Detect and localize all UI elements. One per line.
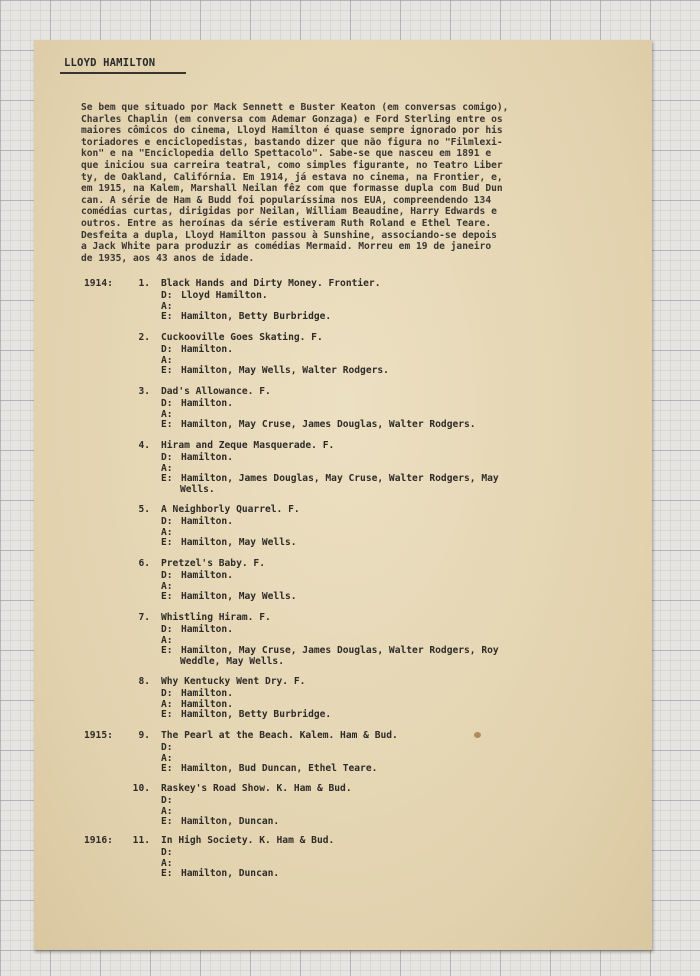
credit-key: A: bbox=[161, 634, 173, 646]
document-title: LLOYD HAMILTON bbox=[64, 57, 156, 69]
credit-key: E: bbox=[161, 709, 173, 721]
credit-key: A: bbox=[161, 752, 173, 764]
intro-line: a Jack White para produzir as comédias Mermaid. Morreu em 19 de janeiro bbox=[81, 241, 492, 253]
credit-line bbox=[161, 365, 389, 376]
film-title: A Neighborly Quarrel. F. bbox=[161, 504, 300, 515]
credit-value: Hamilton. bbox=[181, 624, 233, 635]
entry-number: 9. bbox=[138, 730, 150, 741]
intro-line: maiores cômicos do cinema, Lloyd Hamilton é quase sempre ignorado por his bbox=[81, 125, 503, 137]
credit-key: D: bbox=[161, 290, 173, 301]
credit-key: A: bbox=[161, 300, 173, 312]
intro-line: Charles Chaplin (em conversa com Ademar Gonzaga) e Ford Sterling entre os bbox=[81, 113, 503, 125]
credit-line bbox=[161, 699, 233, 710]
credit-key: D: bbox=[161, 624, 173, 635]
entry-number: 11. bbox=[132, 835, 150, 846]
credit-key: D: bbox=[161, 847, 173, 858]
credit-value: Hamilton, May Wells. bbox=[181, 537, 297, 549]
credit-value: Hamilton. bbox=[181, 688, 233, 699]
credit-line bbox=[161, 635, 181, 646]
credit-value: Hamilton, Betty Burbridge. bbox=[181, 311, 332, 323]
intro-line: de 1935, aos 43 anos de idade. bbox=[81, 252, 255, 264]
film-title: Pretzel's Baby. F. bbox=[161, 558, 265, 569]
credit-value: Lloyd Hamilton. bbox=[181, 290, 268, 301]
film-title: In High Society. K. Ham & Bud. bbox=[161, 835, 335, 846]
credit-line bbox=[161, 570, 233, 581]
credit-line bbox=[161, 709, 331, 720]
intro-line: Se bem que situado por Mack Sennett e Buster Keaton (em conversas comigo), bbox=[81, 102, 509, 113]
credit-key: D: bbox=[161, 398, 173, 409]
film-title: Hiram and Zeque Masquerade. F. bbox=[161, 440, 335, 451]
entry-number: 1. bbox=[138, 278, 150, 289]
credit-key: E: bbox=[161, 645, 173, 657]
credit-line bbox=[161, 795, 181, 806]
credit-key: E: bbox=[161, 311, 173, 323]
credit-line bbox=[161, 847, 181, 858]
ink-stain bbox=[474, 732, 481, 738]
credit-line bbox=[161, 301, 181, 312]
credit-line bbox=[161, 753, 181, 764]
credit-key: E: bbox=[161, 473, 173, 485]
credit-key: D: bbox=[161, 452, 173, 463]
credit-key: D: bbox=[161, 742, 173, 753]
credit-line bbox=[161, 763, 377, 774]
credit-line bbox=[161, 806, 181, 817]
credit-key: E: bbox=[161, 868, 173, 880]
credit-value: Hamilton, Duncan. bbox=[181, 868, 280, 880]
film-title: Black Hands and Dirty Money. Frontier. bbox=[161, 278, 381, 289]
credit-line bbox=[161, 463, 181, 474]
intro-line: comédias curtas, dirigidas por Neilan, William Beaudine, Harry Edwards e bbox=[81, 206, 497, 218]
title-underline bbox=[60, 72, 186, 74]
credit-line bbox=[161, 311, 331, 322]
credit-line bbox=[180, 484, 215, 495]
credit-line bbox=[161, 355, 181, 366]
credit-key: E: bbox=[161, 763, 173, 775]
entry-number: 7. bbox=[138, 612, 150, 623]
film-title: The Pearl at the Beach. Kalem. Ham & Bud. bbox=[161, 730, 398, 741]
credit-line bbox=[161, 419, 476, 430]
credit-line bbox=[161, 624, 233, 635]
intro-paragraph bbox=[81, 102, 641, 264]
credit-value: Hamilton, Duncan. bbox=[181, 816, 280, 828]
entry-number: 6. bbox=[138, 558, 150, 569]
intro-line: kon" e na "Enciclopedia dello Spettacolo". Sabe-se que nasceu em 1891 e bbox=[81, 148, 492, 160]
credit-key: D: bbox=[161, 344, 173, 355]
entry-number: 4. bbox=[138, 440, 150, 451]
credit-line bbox=[161, 398, 233, 409]
credit-key: D: bbox=[161, 795, 173, 806]
credit-value: Hamilton. bbox=[181, 344, 233, 355]
credit-value: Hamilton, Betty Burbridge. bbox=[181, 709, 332, 721]
credit-value: Hamilton. bbox=[181, 452, 233, 463]
credit-value: Weddle, May Wells. bbox=[180, 655, 284, 667]
typed-document-sheet bbox=[34, 40, 652, 950]
year-label: 1916: bbox=[84, 835, 113, 846]
credit-value: Hamilton, James Douglas, May Cruse, Walter Rodgers, May bbox=[181, 473, 499, 485]
credit-key: A: bbox=[161, 354, 173, 366]
credit-key: E: bbox=[161, 537, 173, 549]
credit-line bbox=[161, 688, 233, 699]
intro-line: Desfeita a dupla, Lloyd Hamilton passou à Sunshine, associando-se depois bbox=[81, 229, 497, 241]
credit-key: A: bbox=[161, 526, 173, 538]
credit-line bbox=[161, 537, 297, 548]
credit-key: E: bbox=[161, 816, 173, 828]
film-title: Whistling Hiram. F. bbox=[161, 612, 271, 623]
credit-line bbox=[161, 409, 181, 420]
film-title: Dad's Allowance. F. bbox=[161, 386, 271, 397]
credit-value: Hamilton, Bud Duncan, Ethel Teare. bbox=[181, 763, 378, 775]
credit-key: D: bbox=[161, 570, 173, 581]
intro-line: outros. Entre as heroínas da série estiveram Ruth Roland e Ethel Teare. bbox=[81, 217, 492, 229]
entry-number: 3. bbox=[138, 386, 150, 397]
credit-line bbox=[161, 868, 279, 879]
credit-value: Wells. bbox=[180, 483, 215, 495]
film-title: Why Kentucky Went Dry. F. bbox=[161, 676, 306, 687]
credit-line bbox=[161, 858, 181, 869]
credit-value: Hamilton. bbox=[181, 570, 233, 581]
year-label: 1914: bbox=[84, 278, 113, 289]
intro-line: ty, de Oakland, Califórnia. Em 1914, já estava no cinema, na Frontier, e, bbox=[81, 171, 503, 183]
credit-key: A: bbox=[161, 857, 173, 869]
credit-line bbox=[161, 516, 233, 527]
credit-key: A: bbox=[161, 805, 173, 817]
credit-line bbox=[161, 527, 181, 538]
credit-line bbox=[161, 452, 233, 463]
credit-key: A: bbox=[161, 408, 173, 420]
entry-number: 8. bbox=[138, 676, 150, 687]
film-title: Raskey's Road Show. K. Ham & Bud. bbox=[161, 783, 352, 794]
year-label: 1915: bbox=[84, 730, 113, 741]
credit-value: Hamilton, May Cruse, James Douglas, Walter Rodgers, Roy bbox=[181, 645, 499, 657]
credit-value: Hamilton, May Wells. bbox=[181, 591, 297, 603]
credit-key: E: bbox=[161, 591, 173, 603]
credit-value: Hamilton. bbox=[181, 398, 233, 409]
intro-line: em 1915, na Kalem, Marshall Neilan fêz com que formasse dupla com Bud Dun bbox=[81, 183, 503, 195]
intro-line: que iniciou sua carreira teatral, como simples figurante, no Teatro Liber bbox=[81, 159, 503, 171]
entry-number: 5. bbox=[138, 504, 150, 515]
credit-key: E: bbox=[161, 365, 173, 377]
credit-line bbox=[161, 290, 268, 301]
credit-line bbox=[161, 816, 279, 827]
credit-key: A: bbox=[161, 462, 173, 474]
film-title: Cuckooville Goes Skating. F. bbox=[161, 332, 323, 343]
credit-line bbox=[161, 591, 297, 602]
credit-key: D: bbox=[161, 516, 173, 527]
credit-value: Hamilton. bbox=[181, 516, 233, 527]
credit-value: Hamilton, May Cruse, James Douglas, Walter Rodgers. bbox=[181, 419, 476, 431]
credit-line bbox=[180, 656, 284, 667]
credit-key: E: bbox=[161, 419, 173, 431]
intro-line: toriadores e enciclopedistas, bastando dizer que não figura no "Filmlexi- bbox=[81, 136, 503, 148]
credit-key: A: bbox=[161, 580, 173, 592]
credit-line bbox=[161, 581, 181, 592]
credit-line bbox=[161, 473, 499, 484]
entry-number: 2. bbox=[138, 332, 150, 343]
credit-key: D: bbox=[161, 688, 173, 699]
credit-line bbox=[161, 344, 233, 355]
intro-line: can. A série de Ham & Budd foi popularíssima nos EUA, compreendendo 134 bbox=[81, 194, 492, 206]
credit-value: Hamilton, May Wells, Walter Rodgers. bbox=[181, 365, 389, 377]
credit-value: Hamilton. bbox=[181, 698, 233, 710]
entry-number: 10. bbox=[132, 783, 150, 794]
credit-key: A: bbox=[161, 698, 173, 710]
credit-line bbox=[161, 645, 499, 656]
credit-line bbox=[161, 742, 181, 753]
